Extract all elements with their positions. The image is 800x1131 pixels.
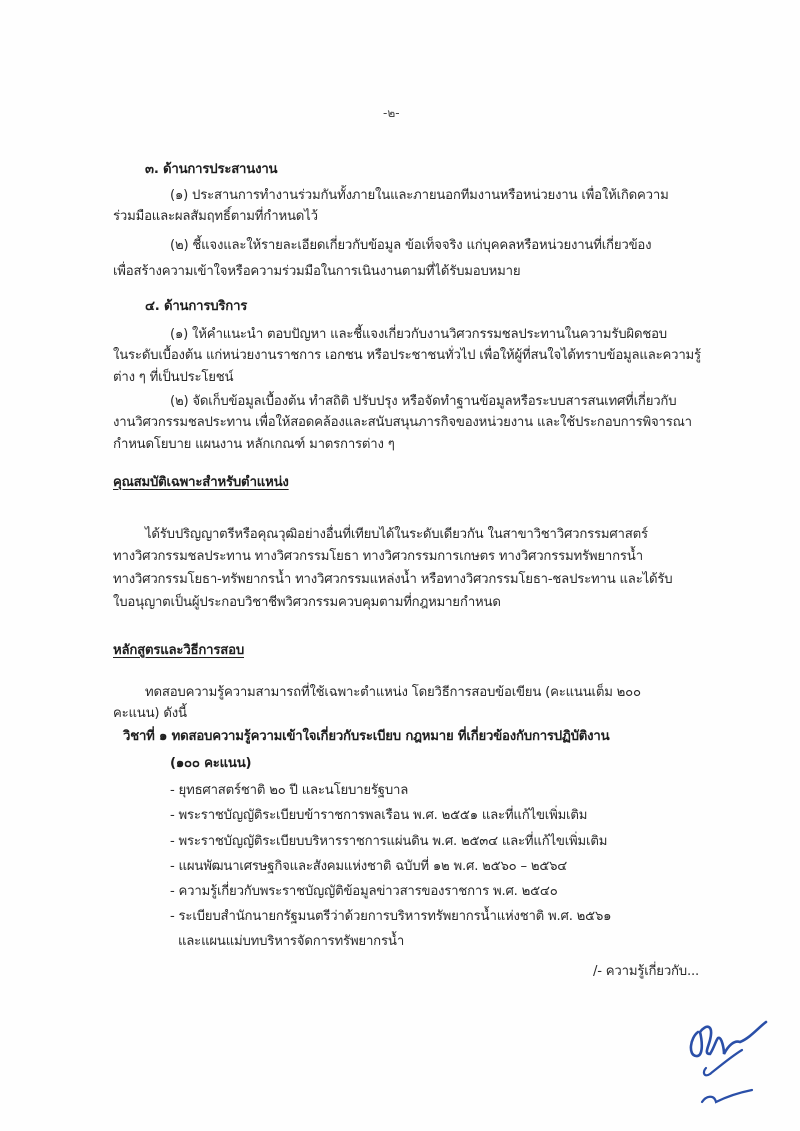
curriculum-item: - ความรู้เกี่ยวกับพระราชบัญญัติข้อมูลข่าวสารของราชการ พ.ศ. ๒๕๔๐ [170,884,558,899]
page-number: -๒- [383,106,400,120]
curriculum-heading: หลักสูตรและวิธีการสอบ [113,643,244,658]
section4-item1-line2: ในระดับเบื้องต้น แก่หน่วยงานราชการ เอกชน หรือประชาชนทั่วไป เพื่อให้ผู้ที่สนใจได้ทราบข้อมูลและความรู้ [113,348,701,363]
section3-item1-line1: (๑) ประสานการทำงานร่วมกันทั้งภายในและภายนอกทีมงานหรือหน่วยงาน เพื่อให้เกิดความ [170,188,669,203]
curriculum-intro-line1: ทดสอบความรู้ความสามารถที่ใช้เฉพาะตำแหน่ง โดยวิธีการสอบข้อเขียน (คะแนนเต็ม ๒๐๐ [145,685,641,700]
section3-item2-line2: เพื่อสร้างความเข้าใจหรือความร่วมมือในการเนินงานตามที่ได้รับมอบหมาย [113,264,521,279]
subject1-line1: วิชาที่ ๑ ทดสอบความรู้ความเข้าใจเกี่ยวกับระเบียบ กฎหมาย ที่เกี่ยวข้องกับการปฏิบัติงาน [123,729,610,744]
qualifications-heading: คุณสมบัติเฉพาะสำหรับตำแหน่ง [113,475,289,490]
qualifications-line2: ทางวิศวกรรมชลประทาน ทางวิศวกรรมโยธา ทางวิศวกรรมการเกษตร ทางวิศวกรรมทรัพยากรน้ำ [113,549,643,564]
continuation-note: /- ความรู้เกี่ยวกับ... [593,964,699,979]
section4-item1-line1: (๑) ให้คำแนะนำ ตอบปัญหา และชี้แจงเกี่ยวกับงานวิศวกรรมชลประทานในความรับผิดชอบ [170,327,667,342]
curriculum-item: - ระเบียบสำนักนายกรัฐมนตรีว่าด้วยการบริหารทรัพยากรน้ำแห่งชาติ พ.ศ. ๒๕๖๑ [170,909,612,924]
curriculum-intro-line2: คะแนน) ดังนี้ [113,706,187,721]
signature-icon [680,1010,790,1130]
section3-item2-line1: (๒) ชี้แจงและให้รายละเอียดเกี่ยวกับข้อมูล ข้อเท็จจริง แก่บุคคลหรือหน่วยงานที่เกี่ยวข้อง [170,238,652,253]
section3-heading: ๓. ด้านการประสานงาน [145,162,278,177]
curriculum-item: - พระราชบัญญัติระเบียบข้าราชการพลเรือน พ.ศ. ๒๕๕๑ และที่แก้ไขเพิ่มเติม [170,808,588,823]
qualifications-line3: ทางวิศวกรรมโยธา-ทรัพยากรน้ำ ทางวิศวกรรมแหล่งน้ำ หรือทางวิศวกรรมโยธา-ชลประทาน และได้รับ [113,572,673,587]
curriculum-item: - พระราชบัญญัติระเบียบบริหารราชการแผ่นดิน พ.ศ. ๒๕๓๔ และที่แก้ไขเพิ่มเติม [170,834,608,849]
section4-item2-line3: กำหนดโยบาย แผนงาน หลักเกณฑ์ มาตรการต่าง ๆ [113,437,395,452]
section4-item2-line2: งานวิศวกรรมชลประทาน เพื่อให้สอดคล้องและสนับสนุนภารกิจของหน่วยงาน และใช้ประกอบการพิจารณา [113,415,692,430]
qualifications-line4: ใบอนุญาตเป็นผู้ประกอบวิชาชีพวิศวกรรมควบคุมตามที่กฎหมายกำหนด [113,595,501,610]
subject1-line2: (๑๐๐ คะแนน) [170,756,252,771]
section4-heading: ๔. ด้านการบริการ [145,299,248,314]
qualifications-line1: ได้รับปริญญาตรีหรือคุณวุฒิอย่างอื่นที่เทียบได้ในระดับเดียวกัน ในสาขาวิชาวิศวกรรมศาสตร์ [145,527,648,542]
section3-item1-line2: ร่วมมือและผลสัมฤทธิ์ตามที่กำหนดไว้ [113,209,318,224]
curriculum-item: - ยุทธศาสตร์ชาติ ๒๐ ปี และนโยบายรัฐบาล [170,783,409,798]
curriculum-item: - แผนพัฒนาเศรษฐกิจและสังคมแห่งชาติ ฉบับที่ ๑๒ พ.ศ. ๒๕๖๐ – ๒๕๖๔ [170,859,568,874]
curriculum-item: และแผนแม่บทบริหารจัดการทรัพยากรน้ำ [178,934,405,949]
section4-item2-line1: (๒) จัดเก็บข้อมูลเบื้องต้น ทำสถิติ ปรับปรุง หรือจัดทำฐานข้อมูลหรือระบบสารสนเทศที่เกี่ยวกับ [170,394,677,409]
section4-item1-line3: ต่าง ๆ ที่เป็นประโยชน์ [113,370,234,385]
